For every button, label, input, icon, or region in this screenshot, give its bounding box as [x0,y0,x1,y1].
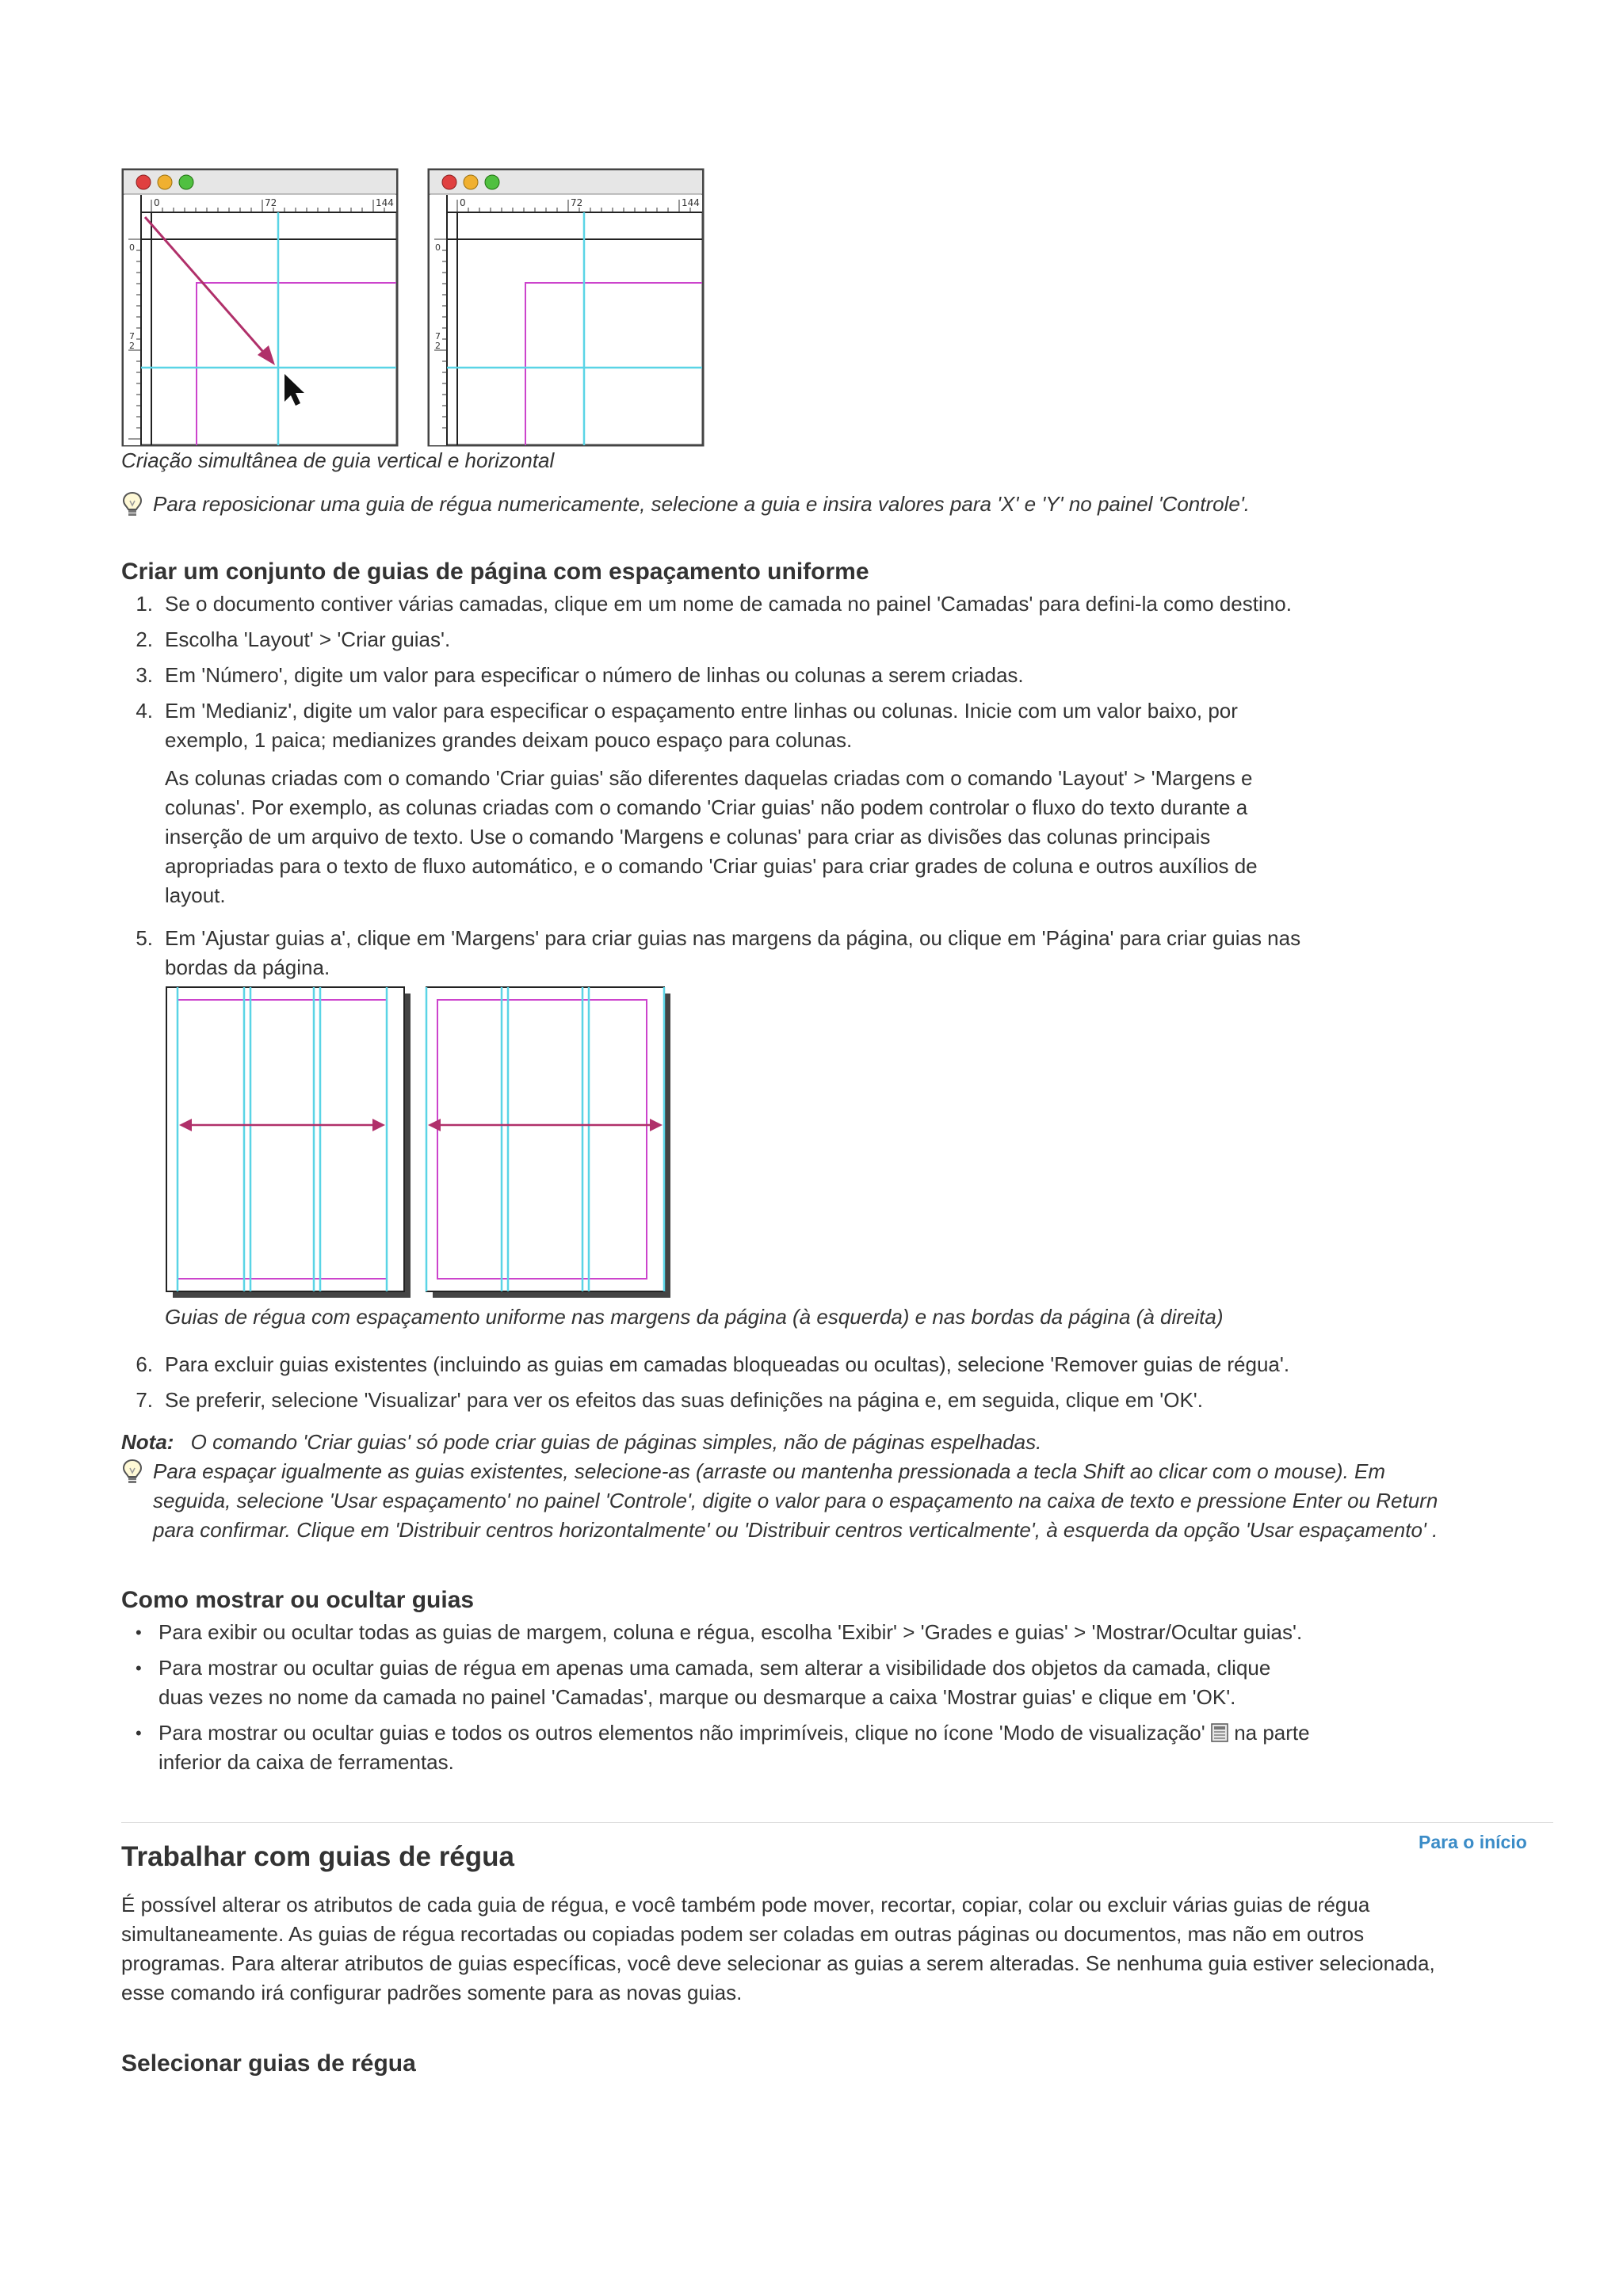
bullet-text-line-2: inferior da caixa de ferramentas. [158,1750,454,1774]
figure2-caption: Guias de régua com espaçamento uniforme nas margens da página (à esquerda) e nas bordas da página (à direita) [165,1305,1224,1329]
step-text: Se preferir, selecione 'Visualizar' para ver os efeitos das suas definições na página e, em seguida, clique em 'OK'. [165,1388,1203,1412]
step-6 [121,1350,1548,1379]
svg-text:7: 7 [435,331,441,341]
note-line: colunas'. Por exemplo, as colunas criadas com o comando 'Criar guias' não podem controlar o fluxo do texto durante a [165,795,1248,819]
bullet-text: Para exibir ou ocultar todas as guias de margem, coluna e régua, escolha 'Exibir' > 'Grades e guias' > 'Mostrar/Ocultar guias'. [158,1620,1303,1644]
step-7 [121,1386,1548,1415]
step-text: Escolha 'Layout' > 'Criar guias'. [165,627,451,651]
heading-uniform-guides: Criar um conjunto de guias de página com espaçamento uniforme [121,559,869,585]
note-line: layout. [165,883,226,907]
tip-reposition-text: Para reposicionar uma guia de régua numericamente, selecione a guia e insira valores para 'X' e 'Y' no painel 'Controle'. [153,492,1251,516]
svg-text:2: 2 [129,341,135,351]
tip-line: Para espaçar igualmente as guias existentes, selecione-as (arraste ou mantenha pressionada a tecla Shift ao clicar com o mouse). Em [153,1459,1386,1483]
step-text-line-2: bordas da página. [165,955,330,979]
bullet-dot: • [136,1723,142,1743]
paragraph-line: simultaneamente. As guias de régua recortadas ou copiadas podem ser coladas em outras páginas ou documentos, mas não em outros [121,1922,1365,1946]
svg-text:0: 0 [154,197,160,208]
tip-reposition [121,490,1548,521]
step-5 [121,924,1548,982]
step-number: 7. [136,1388,153,1412]
svg-text:0: 0 [435,242,441,253]
section-divider [121,1822,1553,1823]
svg-text:2: 2 [435,341,441,351]
figure-guides-creation-image [121,168,708,447]
bullet-3 [121,1718,1548,1777]
bullet-1 [121,1618,1548,1647]
bullet-dot: • [136,1658,142,1678]
svg-text:144: 144 [682,197,700,208]
figure1-caption: Criação simultânea de guia vertical e horizontal [121,448,555,472]
step-number: 1. [136,592,153,616]
figure-uniform-spacing-image [165,986,688,1302]
bullet-text-line-1 [158,1718,1310,1748]
window-left [123,170,397,445]
step-1 [121,589,1548,619]
note-line: As colunas criadas com o comando 'Criar guias' são diferentes daquelas criadas com o comando 'Layout' > 'Margens e [165,766,1253,790]
svg-text:72: 72 [571,197,583,208]
svg-text:7: 7 [129,331,135,341]
back-to-top-link[interactable]: Para o início [1419,1832,1527,1852]
svg-text:0: 0 [460,197,466,208]
paragraph-line: É possível alterar os atributos de cada guia de régua, e você também pode mover, recortar, copiar, colar ou excluir várias guias de régua [121,1893,1370,1917]
tip-line: seguida, selecione 'Usar espaçamento' no painel 'Controle', digite o valor para o espaçamento na caixa de texto e pressione Enter ou Return [153,1489,1438,1512]
note-mirrored-pages [121,1428,1548,1457]
figure-guides-creation [121,168,708,447]
step-text-line-2: exemplo, 1 paica; medianizes grandes deixam pouco espaço para colunas. [165,728,853,752]
step-4-note [165,764,1512,910]
step-text-line-1: Em 'Medianiz', digite um valor para especificar o espaçamento entre linhas ou colunas. Inicie com um valor baixo, por [165,699,1238,723]
preview-mode-icon[interactable] [1211,1723,1228,1742]
bullet-2 [121,1653,1548,1712]
step-number: 3. [136,663,153,687]
step-number: 4. [136,699,153,723]
step-text: Se o documento contiver várias camadas, clique em um nome de camada no painel 'Camadas' para defini-la como destino. [165,592,1292,616]
note-text: O comando 'Criar guias' só pode criar guias de páginas simples, não de páginas espelhadas. [190,1430,1042,1454]
note-label: Nota: [121,1430,174,1454]
figure-uniform-spacing [165,986,688,1302]
step-3 [121,661,1548,690]
step-4 [121,696,1548,755]
note-line: apropriadas para o texto de fluxo automático, e o comando 'Criar guias' para criar grades de coluna e outros auxílios de [165,854,1258,878]
step-number: 2. [136,627,153,651]
step-text: Em 'Número', digite um valor para especificar o número de linhas ou colunas a serem criadas. [165,663,1024,687]
step-2 [121,625,1548,654]
svg-text:0: 0 [129,242,135,253]
window-right [429,170,703,445]
note-line: inserção de um arquivo de texto. Use o comando 'Margens e colunas' para criar as divisões das colunas principais [165,825,1211,849]
step-number: 5. [136,926,153,950]
svg-text:72: 72 [265,197,277,208]
tip-spacing [121,1457,1548,1548]
lightbulb-icon [121,1459,143,1486]
paragraph-line: programas. Para alterar atributos de guias específicas, você deve selecionar as guias a serem alteradas. Se nenhuma guia estiver selecionada, [121,1951,1435,1975]
paragraph-line: esse comando irá configurar padrões somente para as novas guias. [121,1981,743,2004]
step-text-line-1: Em 'Ajustar guias a', clique em 'Margens' para criar guias nas margens da página, ou clique em 'Página' para criar guias nas [165,926,1301,950]
heading-select-ruler-guides: Selecionar guias de régua [121,2050,416,2077]
bullet-text-line-2: duas vezes no nome da camada no painel 'Camadas', marque ou desmarque a caixa 'Mostrar guias' e clique em 'OK'. [158,1685,1236,1709]
bullet-text-line-1: Para mostrar ou ocultar guias de régua em apenas uma camada, sem alterar a visibilidade dos objetos da camada, clique [158,1656,1271,1680]
lightbulb-icon [121,491,143,518]
tip-spacing-text [153,1457,1548,1545]
svg-text:144: 144 [376,197,394,208]
bullet-3-pre: Para mostrar ou ocultar guias e todos os outros elementos não imprimíveis, clique no ícone 'Modo de visualização' [158,1721,1205,1745]
bullet-dot: • [136,1623,142,1642]
bullet-3-post: na parte [1234,1721,1310,1745]
heading-work-ruler-guides: Trabalhar com guias de régua [121,1841,514,1872]
work-paragraph [121,1890,1548,2008]
tip-line: para confirmar. Clique em 'Distribuir centros horizontalmente' ou 'Distribuir centros verticalmente', à esquerda da opção 'Usar espaçamento' . [153,1518,1438,1542]
heading-show-hide-guides: Como mostrar ou ocultar guias [121,1587,475,1613]
step-text: Para excluir guias existentes (incluindo as guias em camadas bloqueadas ou ocultas), selecione 'Remover guias de régua'. [165,1352,1290,1376]
step-number: 6. [136,1352,153,1376]
